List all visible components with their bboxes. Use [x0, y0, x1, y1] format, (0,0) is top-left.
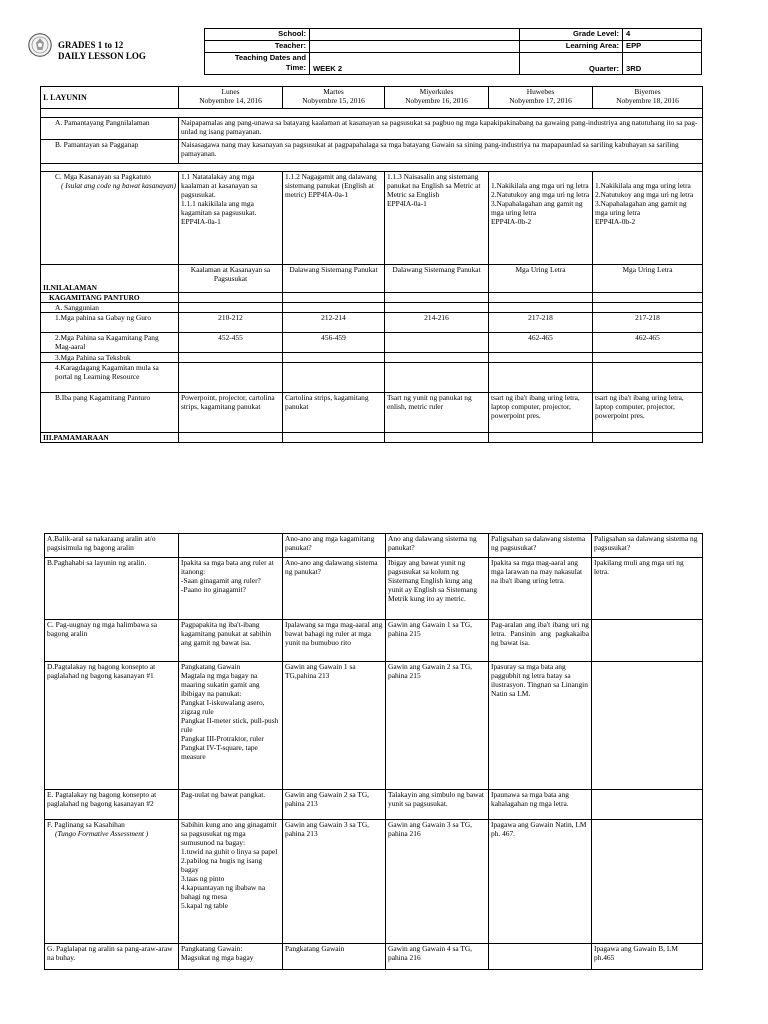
day-cell: Gawin ang Gawain 1 sa TG, pahina 215	[386, 620, 489, 662]
pagtalakay-2-row	[45, 790, 703, 820]
day-cell: Tsart ng yunit ng panukat ng enlish, metric ruler	[385, 393, 489, 433]
paglalapat-row	[45, 944, 703, 970]
teacher-value	[310, 41, 520, 53]
day-cell: Gawin ang Gawain 1 sa TG,pahina 213	[283, 662, 386, 790]
day-cell: Talakayin ang simbulo ng bawat yunit sa pagsusukat.	[386, 790, 489, 820]
row-label: 3.Mga Pahina sa Teksbuk	[41, 353, 179, 363]
day-cell: Ipalawang sa mga mag-aaral ang bawat bahagi ng ruler at mga yunit na bumubuo rito	[283, 620, 386, 662]
day-cell: Gawin ang Gawain 3 sa TG, pahina 216	[386, 820, 489, 944]
day-cell: 210-212	[179, 313, 283, 333]
row-label: D.Pagtalakay ng bagong konsepto at paglalahad ng bagong kasanayan #1	[45, 662, 179, 790]
day-cell	[385, 333, 489, 353]
day-cell: Ipagawa ang Gawain Natin, LM ph. 467.	[489, 820, 592, 944]
nilalaman-heading: II.NILALAMAN	[41, 265, 179, 293]
layunin-heading: I. LAYUNIN	[41, 87, 179, 109]
title-grades: GRADES 1 to 12	[58, 40, 124, 50]
day-cell: Ipagawa ang Gawain B, LM ph.465	[592, 944, 703, 970]
title-daily-lesson-log: DAILY LESSON LOG	[58, 51, 146, 61]
row-label: A.Balik-aral sa nakaraang aralin at/o pagsisimula ng bagong aralin	[45, 534, 179, 558]
day-cell: 1.Nakikilala ang mga uring letra 2.Natutukoy ang mga uri ng letra 3.Napahalagahan ang gamit ng mga uring letra EPP4IA-0b-2	[593, 172, 703, 265]
quarter-value: 3RD	[623, 53, 702, 75]
karagdagang-kagamitan-row	[41, 363, 703, 393]
row-label: G. Paglalapat ng aralin sa pang-araw-araw na buhay.	[45, 944, 179, 970]
school-value	[310, 29, 520, 41]
row-label: 1.Mga pahina sa Gabay ng Guro	[41, 313, 179, 333]
sanggunian-label: A. Sanggunian	[41, 303, 179, 313]
row-label: B. Pamantayan sa Pagganap	[41, 140, 179, 164]
pamantayan-sa-pagganap-row	[41, 140, 703, 164]
day-cell: 452-455	[179, 333, 283, 353]
gabay-guro-row	[41, 313, 703, 333]
day-cell: 217-218	[489, 313, 593, 333]
day-cell: Ipakilang muli ang mga uri ng letra.	[592, 558, 703, 620]
day-cell: Paligsahan sa dalawang sistema ng pagsusukat?	[592, 534, 703, 558]
row-label: F. Paglinang sa Kasahihan (Tungo Formative Assessment )	[45, 820, 179, 944]
row-content: Naisasagawa nang may kasanayan sa pagsusukat at pagpapahalaga sa mga batayang Gawain sa sining pang-industriya na mapapaunlad sa sariling kabuhayan sa sariling pamayanan.	[179, 140, 703, 164]
day-cell: Pangkatang Gawain Magtala ng mga bagay na maaring sukatin gamit ang ibibigay na panukat: Pangkat I-iskuwalang asero, zigzag rule Pangkat II-meter stick, pull-push rule Pangkat III-Protraktor, ruler Pangkat IV-T-square, tape measure	[179, 662, 283, 790]
pag-uugnay-row	[45, 620, 703, 662]
pamantayang-pangnilalaman-row	[41, 118, 703, 140]
day-cell: Ipaunawa sa mga bata ang kahalagahan ng mga letra.	[489, 790, 592, 820]
row-label: E. Pagtalakay ng bagong konsepto at paglalahad ng bagong kasanayan #2	[45, 790, 179, 820]
day-cell: Mga Uring Letra	[489, 265, 593, 293]
day-cell: Ano-ano ang mga kagamitang panukat?	[283, 534, 386, 558]
row-label: 2.Mga Pahina sa Kagamitang Pang Mag-aaral	[41, 333, 179, 353]
day-cell: Paligsahan sa dalawang sistema ng pagsusukat?	[489, 534, 592, 558]
day-cell: Sabihin kung ano ang ginagamit sa pagsusukat ng mga sumusunod na bagay: 1.tuwid na guhit o linya sa papel 2.pabilog na hugis ng isang bagay 3.taas ng pinto 4.kapuantayan ng ibabaw na bahagi ng mesa 5.kapal ng table	[179, 820, 283, 944]
day-cell: Dalawang Sistemang Panukat	[283, 265, 385, 293]
paglinang-row	[45, 820, 703, 944]
day-cell: Pag-uulat ng bawat pangkat.	[179, 790, 283, 820]
day-cell	[592, 620, 703, 662]
grade-level-label: Grade Level:	[520, 29, 623, 41]
kasanayan-sa-pagkatuto-row	[41, 172, 703, 265]
kagamitang-panturo-heading: KAGAMITANG PANTURO	[41, 293, 179, 303]
day-cell: Kaalaman at Kasanayan sa Pagsusukat	[179, 265, 283, 293]
row-label: 4.Karagdagang Kagamitan mula sa portal ng Learning Resource	[41, 363, 179, 393]
lesson-log-table-2	[44, 533, 703, 970]
day-column-1: Lunes Nobyembre 14, 2016	[179, 87, 283, 109]
deped-logo	[28, 33, 52, 57]
day-cell	[179, 534, 283, 558]
day-cell: Mga Uring Letra	[593, 265, 703, 293]
day-header-row	[41, 87, 703, 109]
day-cell: Gawin ang Gawain 3 sa TG, pahina 213	[283, 820, 386, 944]
day-column-2: Martes Nobyembre 15, 2016	[283, 87, 385, 109]
row-label: C. Mga Kasanayan sa Pagkatuto ( Isulat ang code ng bawat kasanayan)	[41, 172, 179, 265]
day-cell: Dalawang Sistemang Panukat	[385, 265, 489, 293]
day-cell: Powerpoint, projector, cartolina strips, kagamitang panukat	[179, 393, 283, 433]
teaching-dates-label: Teaching Dates and Time:	[205, 53, 310, 75]
day-cell: 456-459	[283, 333, 385, 353]
balik-aral-row	[45, 534, 703, 558]
day-cell: Pangkatang Gawain: Magsukat ng mga bagay	[179, 944, 283, 970]
day-column-3: Miyerkules Nobyembre 16, 2016	[385, 87, 489, 109]
lesson-log-table-1	[40, 86, 703, 443]
day-cell: 217-218	[593, 313, 703, 333]
pamamaraan-row	[41, 433, 703, 443]
learning-area-value: EPP	[623, 41, 702, 53]
day-cell	[592, 790, 703, 820]
day-cell: 462-465	[489, 333, 593, 353]
pamamaraan-heading: III.PAMAMARAAN	[41, 433, 179, 443]
row-label: A. Pamantayang Pangnilalaman	[41, 118, 179, 140]
learning-area-label: Learning Area:	[520, 41, 623, 53]
nilalaman-row	[41, 265, 703, 293]
day-cell	[489, 944, 592, 970]
teaching-dates-value: WEEK 2	[310, 53, 520, 75]
day-cell: tsart ng iba't ibang uring letra, laptop computer, projector, powerpoint pres.	[593, 393, 703, 433]
day-cell: Ibigay ang bawat yunit ng pagsusukat sa kolum ng Sistemang English kung ang yunit ay English sa Sistemang Metrik kung ito ay metric.	[386, 558, 489, 620]
day-cell: Ano ang dalawang sistema ng panukat?	[386, 534, 489, 558]
row-label: B.Iba pang Kagamitang Panturo	[41, 393, 179, 433]
day-cell: Gawin ang Gawain 4 sa TG, pahina 216	[386, 944, 489, 970]
day-cell: Gawin ang Gawain 2 sa TG, pahina 215	[386, 662, 489, 790]
day-cell: Pag-aralan ang iba't ibang uri ng letra. Pansinin ang pagkakaiba ng bawat isa.	[489, 620, 592, 662]
day-cell: Pagpapakita ng iba't-ibang kagamitang panukat at sabihin ang gamit ng bawat isa.	[179, 620, 283, 662]
teacher-label: Teacher:	[205, 41, 310, 53]
day-cell: 212-214	[283, 313, 385, 333]
day-cell: Ipakita sa mga mag-aaral ang mga larawan na may nakasulat na iba't ibang uring letra.	[489, 558, 592, 620]
header-info-table	[204, 28, 702, 75]
day-cell: Cartolina strips, kagamitang panukat	[283, 393, 385, 433]
day-cell: Ipasuray sa mga bata ang paggubhit ng letra batay sa ilustrasyon. Tingnan sa Linangin Natin sa LM.	[489, 662, 592, 790]
grade-level-value: 4	[623, 29, 702, 41]
day-cell: Ipakita sa mga bata ang ruler at itanong: -Saan ginagamit ang ruler? -Paano ito ginagamit?	[179, 558, 283, 620]
day-cell: 1.1.3 Naisasalin ang sistemang panukat na English sa Metric at Metric sa English EPP4IA-0a-1	[385, 172, 489, 265]
quarter-label: Quarter:	[520, 53, 623, 75]
day-cell	[592, 820, 703, 944]
day-cell: Gawin ang Gawain 2 sa TG, pahina 213	[283, 790, 386, 820]
school-label: School:	[205, 29, 310, 41]
day-column-4: Huwebes Nobyembre 17, 2016	[489, 87, 593, 109]
day-cell: 1.Nakikilala ang mga uri ng letra 2.Natutukoy ang mga uri ng letra 3.Napahalagahan ang gamit ng mga uring letra EPP4IA-0b-2	[489, 172, 593, 265]
day-cell: Ano-ano ang dalawang sistema ng panukat?	[283, 558, 386, 620]
kagamitang-mag-aaral-row	[41, 333, 703, 353]
pagtalakay-1-row	[45, 662, 703, 790]
row-content: Naipapamalas ang pang-unawa sa batayang kaalaman at kasanayan sa pagsusukat sa pagbuo ng mga kapakipakinabang na gawaing pang-industriya ang natutuhang ito sa pag-unlad ng isang pamayanan.	[179, 118, 703, 140]
day-cell: 462-465	[593, 333, 703, 353]
day-cell: 214-216	[385, 313, 489, 333]
day-cell: 1.1.2 Nagagamit ang dalawang sistemang panukat (English at metric) EPP4IA-0a-1	[283, 172, 385, 265]
row-label: C. Pag-uugnay ng mga halimbawa sa bagong aralin	[45, 620, 179, 662]
row-label: B.Paghahabi sa layunin ng aralin.	[45, 558, 179, 620]
iba-pang-kagamitan-row	[41, 393, 703, 433]
day-cell: tsart ng iba't ibang uring letra, laptop computer, projector, powerpoint pres.	[489, 393, 593, 433]
day-cell: 1.1 Natatalakay ang mga kaalaman at kasanayan sa pagsusukat. 1.1.1 nakikilala ang mga kagamitan sa pagsusukat. EPP4IA-0a-1	[179, 172, 283, 265]
day-column-5: Biyernes Nobyembre 18, 2016	[593, 87, 703, 109]
day-cell: Pangkatang Gawain	[283, 944, 386, 970]
day-cell	[592, 662, 703, 790]
teksbuk-row	[41, 353, 703, 363]
paghahabi-row	[45, 558, 703, 620]
